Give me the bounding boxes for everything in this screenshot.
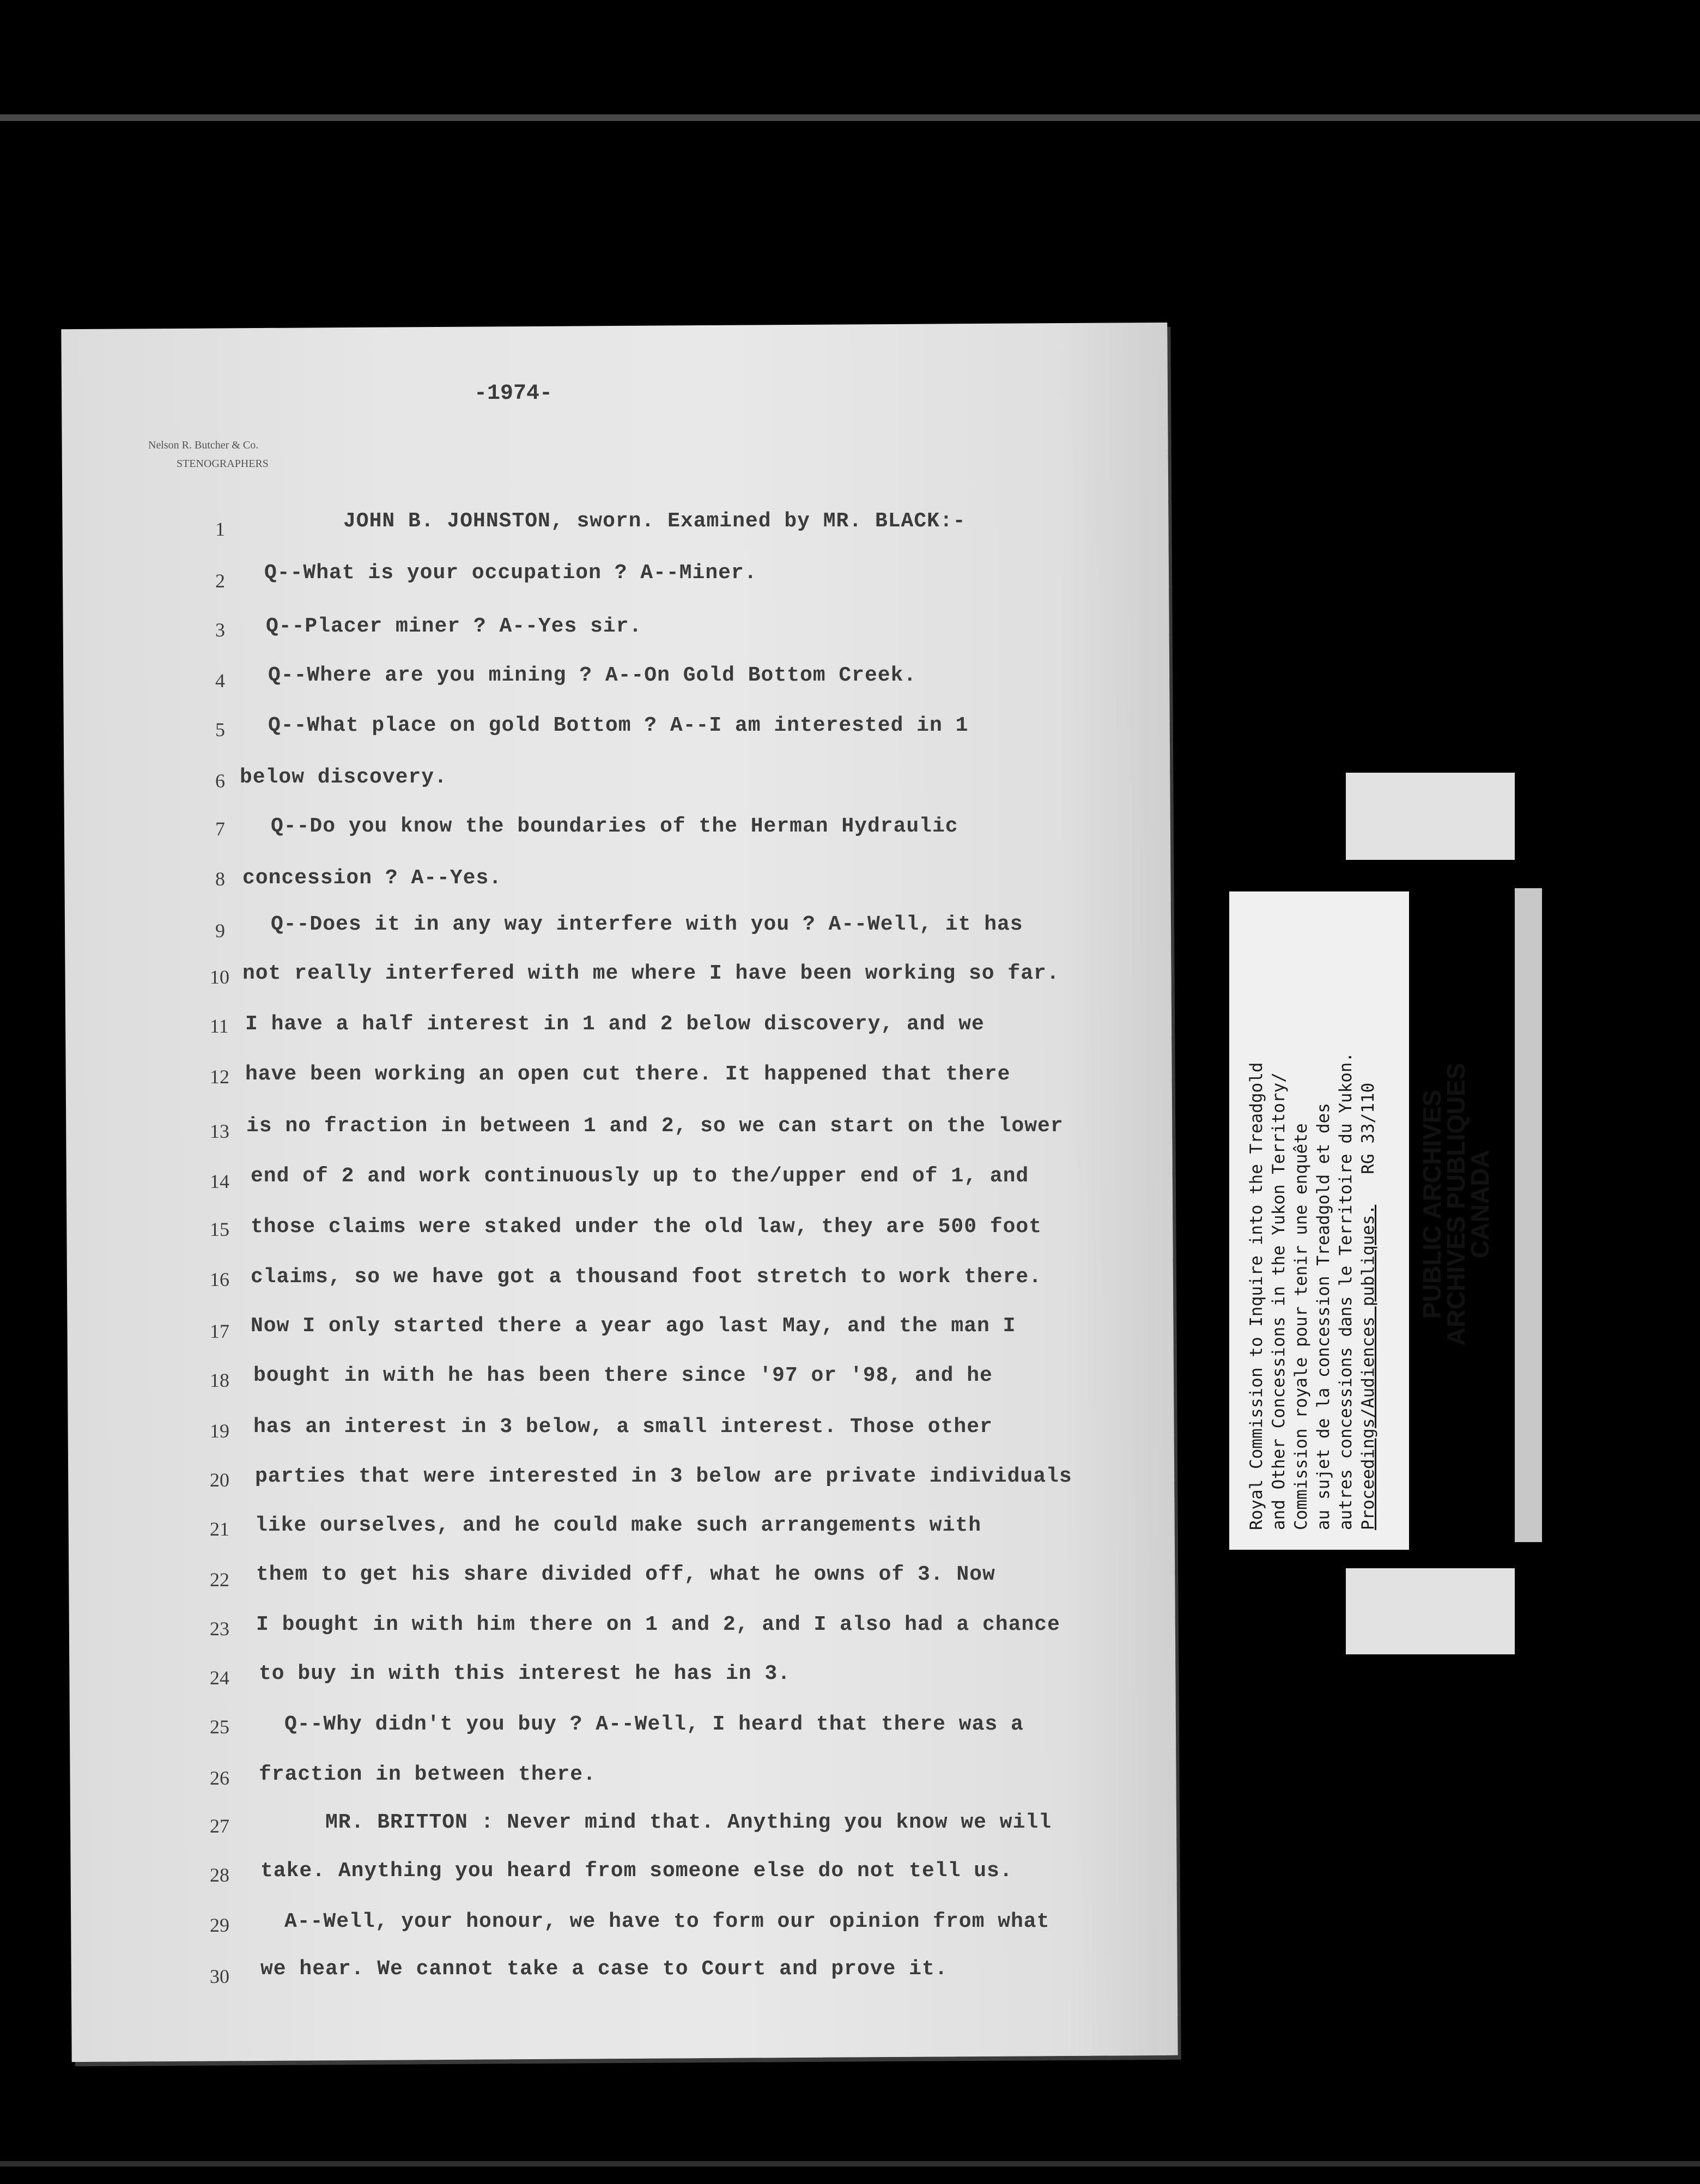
line-number: 26 [210, 1767, 229, 1789]
line-number: 14 [210, 1170, 229, 1192]
line-number: 23 [210, 1618, 229, 1640]
line-number: 22 [210, 1569, 229, 1591]
line-number: 4 [215, 670, 225, 691]
line-number: 1 [215, 518, 225, 540]
line-number: 15 [210, 1218, 229, 1240]
line-number: 3 [215, 619, 225, 641]
transcript-line: claims, so we have got a thousand foot stretch to work there. [251, 1265, 1042, 1289]
line-number: 9 [215, 920, 225, 942]
transcript-line: Q--Do you know the boundaries of the Herman Hydraulic [271, 815, 958, 838]
transcript-line: Q--What place on gold Bottom ? A--I am interested in 1 [268, 714, 969, 737]
transcript-line: take. Anything you heard from someone else do not tell us. [260, 1859, 1013, 1883]
caption-proceedings: Proceedings/Audiences publiques. [1358, 1204, 1378, 1530]
transcript-line: Q--Placer miner ? A--Yes sir. [266, 615, 642, 638]
line-number: 10 [210, 966, 229, 988]
line-number: 30 [210, 1965, 229, 1987]
transcript-line: not really interfered with me where I have been working so far. [242, 962, 1060, 985]
transcript-line: fraction in between there. [259, 1763, 596, 1786]
firm-name: Nelson R. Butcher & Co. [148, 439, 259, 451]
line-number: 19 [210, 1420, 229, 1442]
line-number: 6 [215, 770, 225, 792]
stamp-line: PUBLIC ARCHIVES [1418, 1090, 1446, 1319]
line-number: 24 [210, 1667, 229, 1689]
caption-line: Commission royale pour tenir une enquête [1291, 1123, 1311, 1530]
transcript-line: Q--What is your occupation ? A--Miner. [264, 561, 757, 585]
caption-line: autres concessions dans le Territoire du Yukon. [1336, 1052, 1356, 1530]
caption-line: Royal Commission to Inquire into the Treadgold [1247, 1062, 1266, 1530]
transcript-line: we hear. We cannot take a case to Court and prove it. [260, 1957, 948, 1981]
line-number: 25 [210, 1716, 229, 1738]
transcript-line: I have a half interest in 1 and 2 below discovery, and we [245, 1012, 985, 1036]
transcript-line: A--Well, your honour, we have to form our opinion from what [284, 1910, 1050, 1933]
transcript-line: is no fraction in between 1 and 2, so we can start on the lower [246, 1114, 1064, 1138]
film-edge-top [0, 114, 1700, 121]
line-number: 16 [210, 1269, 229, 1290]
label-mount-top [1346, 773, 1515, 860]
page-number: -1974- [474, 381, 553, 406]
transcript-line: I bought in with him there on 1 and 2, and I also had a chance [256, 1613, 1060, 1636]
transcript-line: have been working an open cut there. It happened that there [245, 1063, 1011, 1086]
line-number: 11 [210, 1015, 229, 1037]
line-number: 2 [215, 570, 225, 592]
caption-line-proceedings [1357, 1052, 1380, 1530]
line-number: 18 [210, 1369, 229, 1391]
line-number: 28 [210, 1864, 229, 1886]
transcript-line: Now I only started there a year ago last May, and the man I [251, 1314, 1016, 1338]
line-number: 8 [215, 868, 225, 890]
stamp-line: CANADA [1466, 1150, 1494, 1259]
transcript-line: bought in with he has been there since '97 or '98, and he [253, 1364, 993, 1387]
transcript-line: MR. BRITTON : Never mind that. Anything you know we will [325, 1811, 1052, 1834]
transcript-line: Q--Why didn't you buy ? A--Well, I heard that there was a [284, 1713, 1024, 1736]
archive-caption [1246, 1052, 1380, 1530]
firm-imprint [148, 436, 269, 473]
line-number: 20 [210, 1469, 229, 1491]
line-number: 7 [215, 818, 225, 840]
transcript-line: them to get his share divided off, what he owns of 3. Now [256, 1563, 995, 1586]
line-number: 27 [210, 1815, 229, 1837]
transcript-line: end of 2 and work continuously up to the/upper end of 1, and [251, 1164, 1029, 1188]
transcript-line: JOHN B. JOHNSTON, sworn. Examined by MR. BLACK:- [343, 509, 966, 533]
transcript-line: like ourselves, and he could make such arrangements with [255, 1514, 982, 1537]
transcript-line: Q--Where are you mining ? A--On Gold Bottom Creek. [268, 664, 917, 687]
label-mount-edge [1515, 888, 1542, 1542]
caption-reference: RG 33/110 [1358, 1082, 1378, 1174]
transcript-line: to buy in with this interest he has in 3. [259, 1662, 791, 1685]
transcript-line: parties that were interested in 3 below are private individuals [255, 1465, 1072, 1488]
line-number: 21 [210, 1518, 229, 1540]
firm-subtitle: STENOGRAPHERS [177, 458, 269, 470]
line-number: 12 [210, 1066, 229, 1088]
line-number: 5 [215, 719, 225, 741]
transcript-line: Q--Does it in any way interfere with you ? A--Well, it has [271, 913, 1023, 936]
stamp-line: ARCHIVES PUBLIQUES [1442, 1063, 1470, 1346]
transcript-line: those claims were staked under the old law, they are 500 foot [251, 1215, 1042, 1239]
transcript-line: below discovery. [240, 766, 447, 789]
caption-line: au sujet de la concession Treadgold et des [1314, 1103, 1333, 1530]
film-edge-bottom [0, 2161, 1700, 2167]
transcript-line: concession ? A--Yes. [242, 866, 502, 890]
public-archives-stamp [1420, 1035, 1492, 1373]
transcript-line: has an interest in 3 below, a small interest. Those other [253, 1415, 993, 1439]
line-number: 29 [210, 1914, 229, 1936]
line-number: 13 [210, 1120, 229, 1142]
label-mount-bottom [1346, 1568, 1515, 1654]
line-number: 17 [210, 1320, 229, 1342]
caption-line: and Other Concessions in the Yukon Territory/ [1269, 1072, 1289, 1530]
